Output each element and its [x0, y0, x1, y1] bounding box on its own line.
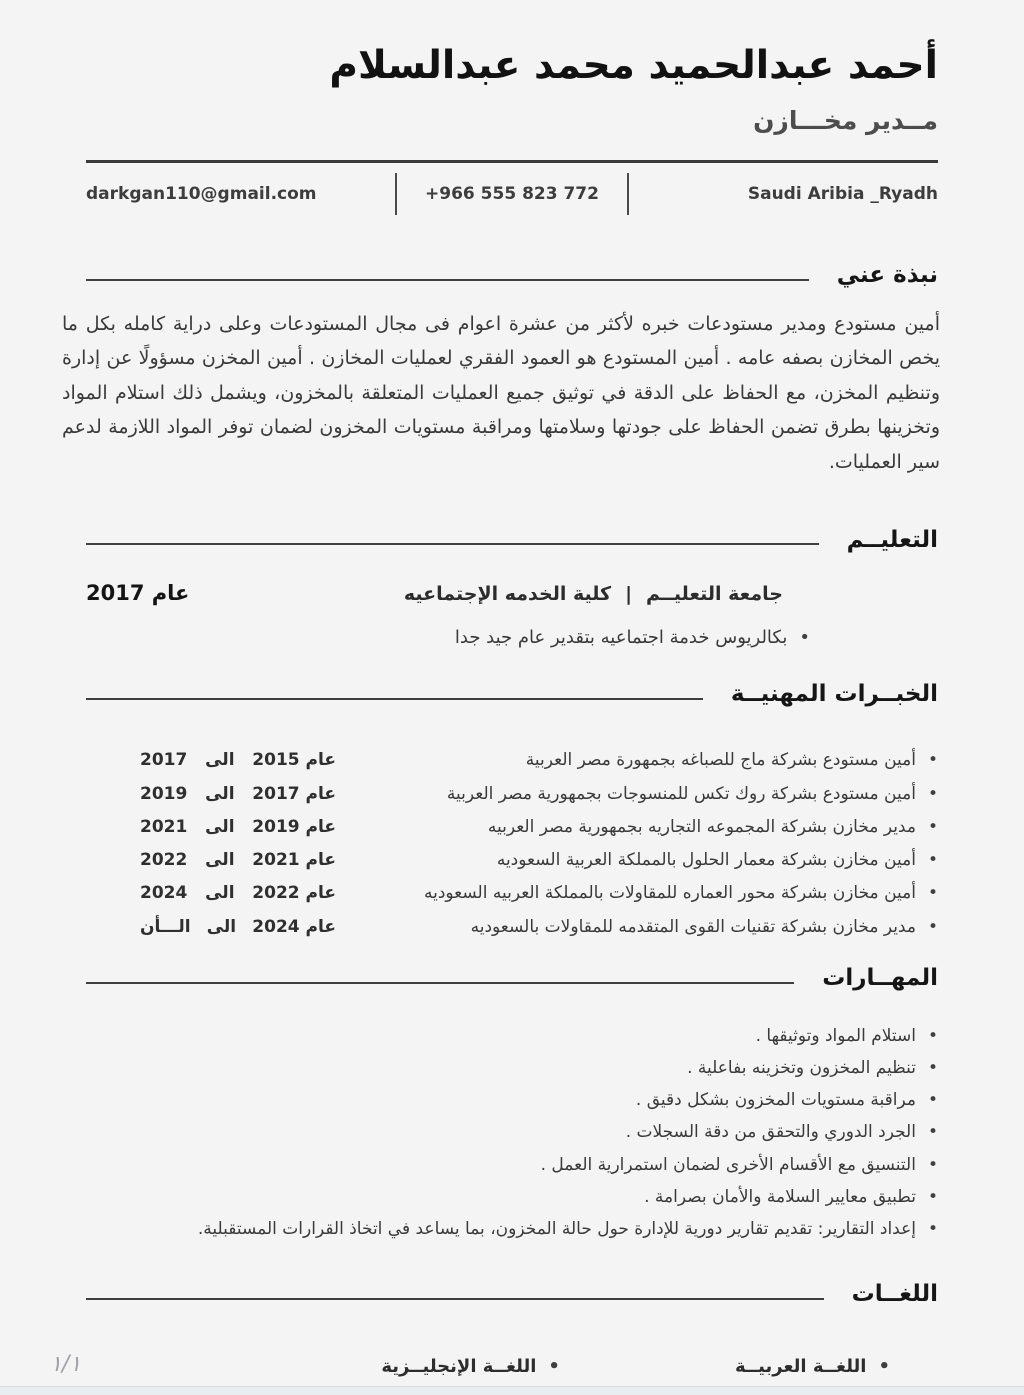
section-languages-header — [86, 1280, 938, 1310]
page-number: ١/١ — [50, 1352, 82, 1377]
period-to: 2024 — [140, 883, 188, 904]
section-experience-header — [86, 680, 938, 710]
period-to: 2017 — [140, 750, 188, 771]
education-row — [86, 581, 938, 605]
period-to-label: الى — [205, 783, 235, 804]
section-languages — [86, 1280, 938, 1377]
experience-row — [86, 784, 938, 805]
section-title-languages: اللغــات — [851, 1281, 938, 1308]
period-to: 2021 — [140, 816, 188, 837]
section-title-about: نبذة عني — [836, 261, 938, 288]
section-education — [86, 526, 938, 649]
section-title-skills: المهــارات — [822, 964, 938, 991]
language-item: • اللغــة الإنجليــزية — [381, 1356, 560, 1377]
period-to-label: الى — [205, 850, 235, 871]
period-from: عام 2021 — [252, 850, 336, 871]
section-title-education: التعليــم — [846, 526, 938, 553]
experience-row — [86, 817, 938, 838]
separator-bar: | — [625, 583, 633, 606]
period-to: 2022 — [140, 850, 188, 871]
skill-item: • الجرد الدوري والتحقق من دقة السجلات . — [86, 1122, 938, 1143]
education-institution — [404, 583, 783, 605]
candidate-name: أحمد عبدالحميد محمد عبدالسلام — [329, 43, 938, 88]
period-to-label: الى — [205, 883, 235, 904]
section-education-header — [86, 526, 938, 556]
period-from: عام 2022 — [252, 883, 336, 904]
education-year: عام 2017 — [86, 581, 190, 606]
period-from: عام 2017 — [252, 783, 336, 804]
experience-row — [86, 883, 938, 904]
section-underline — [86, 1298, 824, 1300]
experience-description: • أمين مستودع بشركة روك تكس للمنسوجات بجمهورية مصر العربية — [447, 784, 938, 805]
section-about-header — [86, 261, 938, 291]
experience-description: • مدير مخازن بشركة تقنيات القوى المتقدمه للمقاولات بالسعوديه — [471, 917, 938, 938]
period-to-label: الى — [206, 916, 237, 937]
experience-period — [140, 850, 336, 871]
experience-period — [140, 883, 336, 904]
job-title: مــدير مخـــازن — [753, 105, 938, 135]
skill-item: • استلام المواد وتوثيقها . — [86, 1026, 938, 1047]
contact-location: Saudi Aribia _Ryadh — [747, 183, 938, 204]
section-title-experience: الخبــرات المهنيــة — [730, 681, 938, 708]
section-underline — [86, 698, 703, 700]
contact-phone: +966 555 823 772 — [425, 183, 599, 204]
contact-email: darkgan110@gmail.com — [86, 183, 317, 204]
experience-period — [140, 817, 336, 838]
period-to: الـــأن — [140, 916, 191, 937]
skill-item: • إعداد التقارير: تقديم تقارير دورية للإدارة حول حالة المخزون، بما يساعد في اتخاذ القرارات المستقبلية. — [86, 1219, 938, 1240]
experience-description: • أمين مخازن بشركة محور العماره للمقاولات بالمملكة العربيه السعوديه — [424, 883, 938, 904]
section-skills-header — [86, 964, 938, 994]
skill-item: • تنظيم المخزون وتخزينه بفاعلية . — [86, 1058, 938, 1079]
experience-row — [86, 850, 938, 871]
experience-period — [140, 917, 336, 938]
skill-item: • مراقبة مستويات المخزون بشكل دقيق . — [86, 1090, 938, 1111]
section-underline — [86, 279, 809, 281]
university-name: جامعة التعليــم — [646, 583, 783, 606]
experience-description: • أمين مستودع بشركة ماج للصباغه بجمهورة مصر العربية — [526, 750, 938, 771]
period-to-label: الى — [205, 816, 235, 837]
faculty-name: كلية الخدمه الإجتماعيه — [403, 583, 612, 606]
experience-description: • أمين مخازن بشركة معمار الحلول بالمملكة العربية السعوديه — [497, 850, 938, 871]
section-underline — [86, 982, 794, 984]
languages-list — [86, 1356, 938, 1377]
skill-item: • تطبيق معايير السلامة والأمان بصرامة . — [86, 1187, 938, 1208]
skill-item: • التنسيق مع الأقسام الأخرى لضمان استمرارية العمل . — [86, 1155, 938, 1176]
period-from: عام 2015 — [252, 750, 336, 771]
experience-row — [86, 750, 938, 771]
page-bottom-edge — [0, 1386, 1024, 1395]
experience-period — [140, 784, 336, 805]
experience-list — [86, 750, 938, 938]
period-to-label: الى — [205, 750, 235, 771]
contact-row — [86, 163, 938, 223]
education-degree: • بكالريوس خدمة اجتماعيه بتقدير عام جيد جدا — [86, 627, 938, 648]
experience-row — [86, 917, 938, 938]
experience-period — [140, 750, 336, 771]
experience-description: • مدير مخازن بشركة المجموعه التجاريه بجمهورية مصر العربيه — [488, 817, 938, 838]
skills-list — [86, 1026, 938, 1241]
section-about — [62, 261, 940, 482]
section-underline — [86, 543, 819, 545]
period-from: عام 2024 — [252, 916, 336, 937]
language-item: • اللغــة العربيــة — [735, 1356, 890, 1377]
period-from: عام 2019 — [252, 816, 336, 837]
period-to: 2019 — [140, 783, 188, 804]
about-text: أمين مستودع ومدير مستودعات خبره لأكثر من عشرة اعوام فى مجال المستودعات وعلى دراية كامله بكل ما يخص المخازن بصفه عامه . أمين المستودع هو العمود الفقري لعمليات المخازن . أمين المخزن مسؤولًا عن إدارة وتنظيم المخزن، مع الحفاظ على الدقة في توثيق جميع العمليات المتعلقة بالمخزون، ويشمل ذلك استلام المواد وتخزينها بطرق تضمن الحفاظ على جودتها وسلامتها ومراقبة مستويات المخزون لضمان توفر المواد اللازمة لدعم سير العمليات. — [62, 312, 940, 473]
section-experience — [86, 680, 938, 937]
section-skills — [86, 964, 938, 1241]
